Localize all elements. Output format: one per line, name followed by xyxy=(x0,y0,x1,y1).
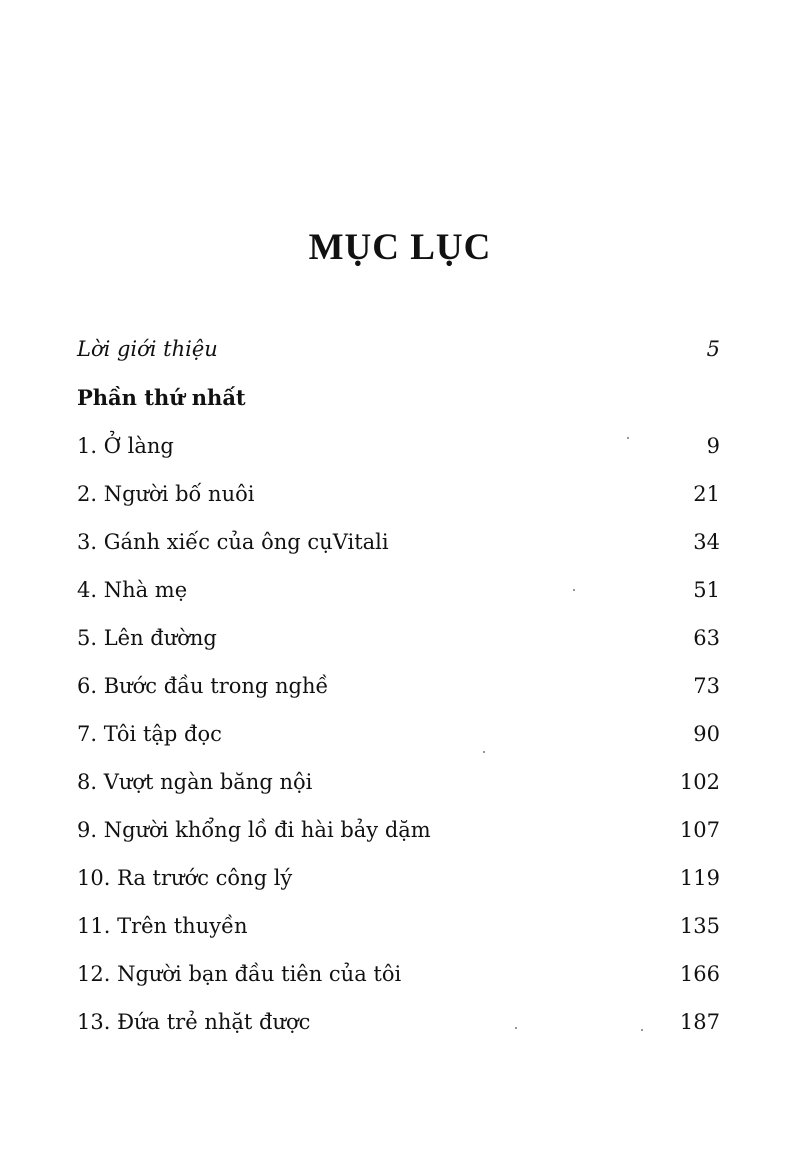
scan-speck xyxy=(627,437,629,439)
toc-entry xyxy=(77,527,720,557)
toc-entry-title: 8. Vượt ngàn băng nội xyxy=(77,770,313,794)
toc-entry xyxy=(77,575,720,605)
toc-entry-title: 2. Người bố nuôi xyxy=(77,482,255,506)
toc-entry-title: 6. Bước đầu trong nghề xyxy=(77,674,329,698)
toc-entry-page: 51 xyxy=(693,578,720,602)
toc-entry-title: 3. Gánh xiếc của ông cụVitali xyxy=(77,530,389,554)
toc-entry-page: 102 xyxy=(679,770,720,794)
toc-entry-title: 4. Nhà mẹ xyxy=(77,578,188,602)
section-heading: Phần thứ nhất xyxy=(77,385,246,410)
toc-entry-title: 7. Tôi tập đọc xyxy=(77,722,222,746)
toc-entry-page: 166 xyxy=(679,962,720,986)
toc-entry-title: 1. Ở làng xyxy=(77,434,174,458)
toc-entry-page: 90 xyxy=(693,722,720,746)
toc-entry xyxy=(77,671,720,701)
toc-entry-page: 21 xyxy=(693,482,720,506)
scan-speck xyxy=(483,751,485,753)
toc-entry xyxy=(77,959,720,989)
toc-entry xyxy=(77,911,720,941)
toc-entry-page: 9 xyxy=(706,434,720,458)
scan-speck xyxy=(641,1029,643,1031)
toc-entry-title: 12. Người bạn đầu tiên của tôi xyxy=(77,962,402,986)
scan-speck xyxy=(573,589,575,591)
toc-entry xyxy=(77,719,720,749)
toc-entry xyxy=(77,815,720,845)
toc-entry-page: 119 xyxy=(679,866,720,890)
toc-entry-title: 9. Người khổng lồ đi hài bảy dặm xyxy=(77,818,431,842)
toc-entry-page: 63 xyxy=(693,626,720,650)
page-title: MỤC LỤC xyxy=(308,227,492,268)
scan-speck xyxy=(515,1027,517,1029)
toc-entry-page: 5 xyxy=(706,337,720,361)
toc-entry-intro xyxy=(77,334,720,364)
toc-entry-page: 135 xyxy=(679,914,720,938)
toc-entry-page: 73 xyxy=(693,674,720,698)
toc-entry-title: 13. Đứa trẻ nhặt được xyxy=(77,1010,311,1034)
toc-entry xyxy=(77,623,720,653)
toc-entry-title: 10. Ra trước công lý xyxy=(77,866,293,890)
toc-entry xyxy=(77,431,720,461)
toc-entry-title: Lời giới thiệu xyxy=(77,337,218,361)
toc-entry xyxy=(77,479,720,509)
toc-entry xyxy=(77,1007,720,1037)
toc-entry-page: 34 xyxy=(693,530,720,554)
toc-entry-title: 5. Lên đường xyxy=(77,626,217,650)
toc-entry xyxy=(77,767,720,797)
toc-entry-title: 11. Trên thuyền xyxy=(77,914,248,938)
toc-entry-page: 107 xyxy=(679,818,720,842)
toc-entry-page: 187 xyxy=(679,1010,720,1034)
toc-entry xyxy=(77,863,720,893)
